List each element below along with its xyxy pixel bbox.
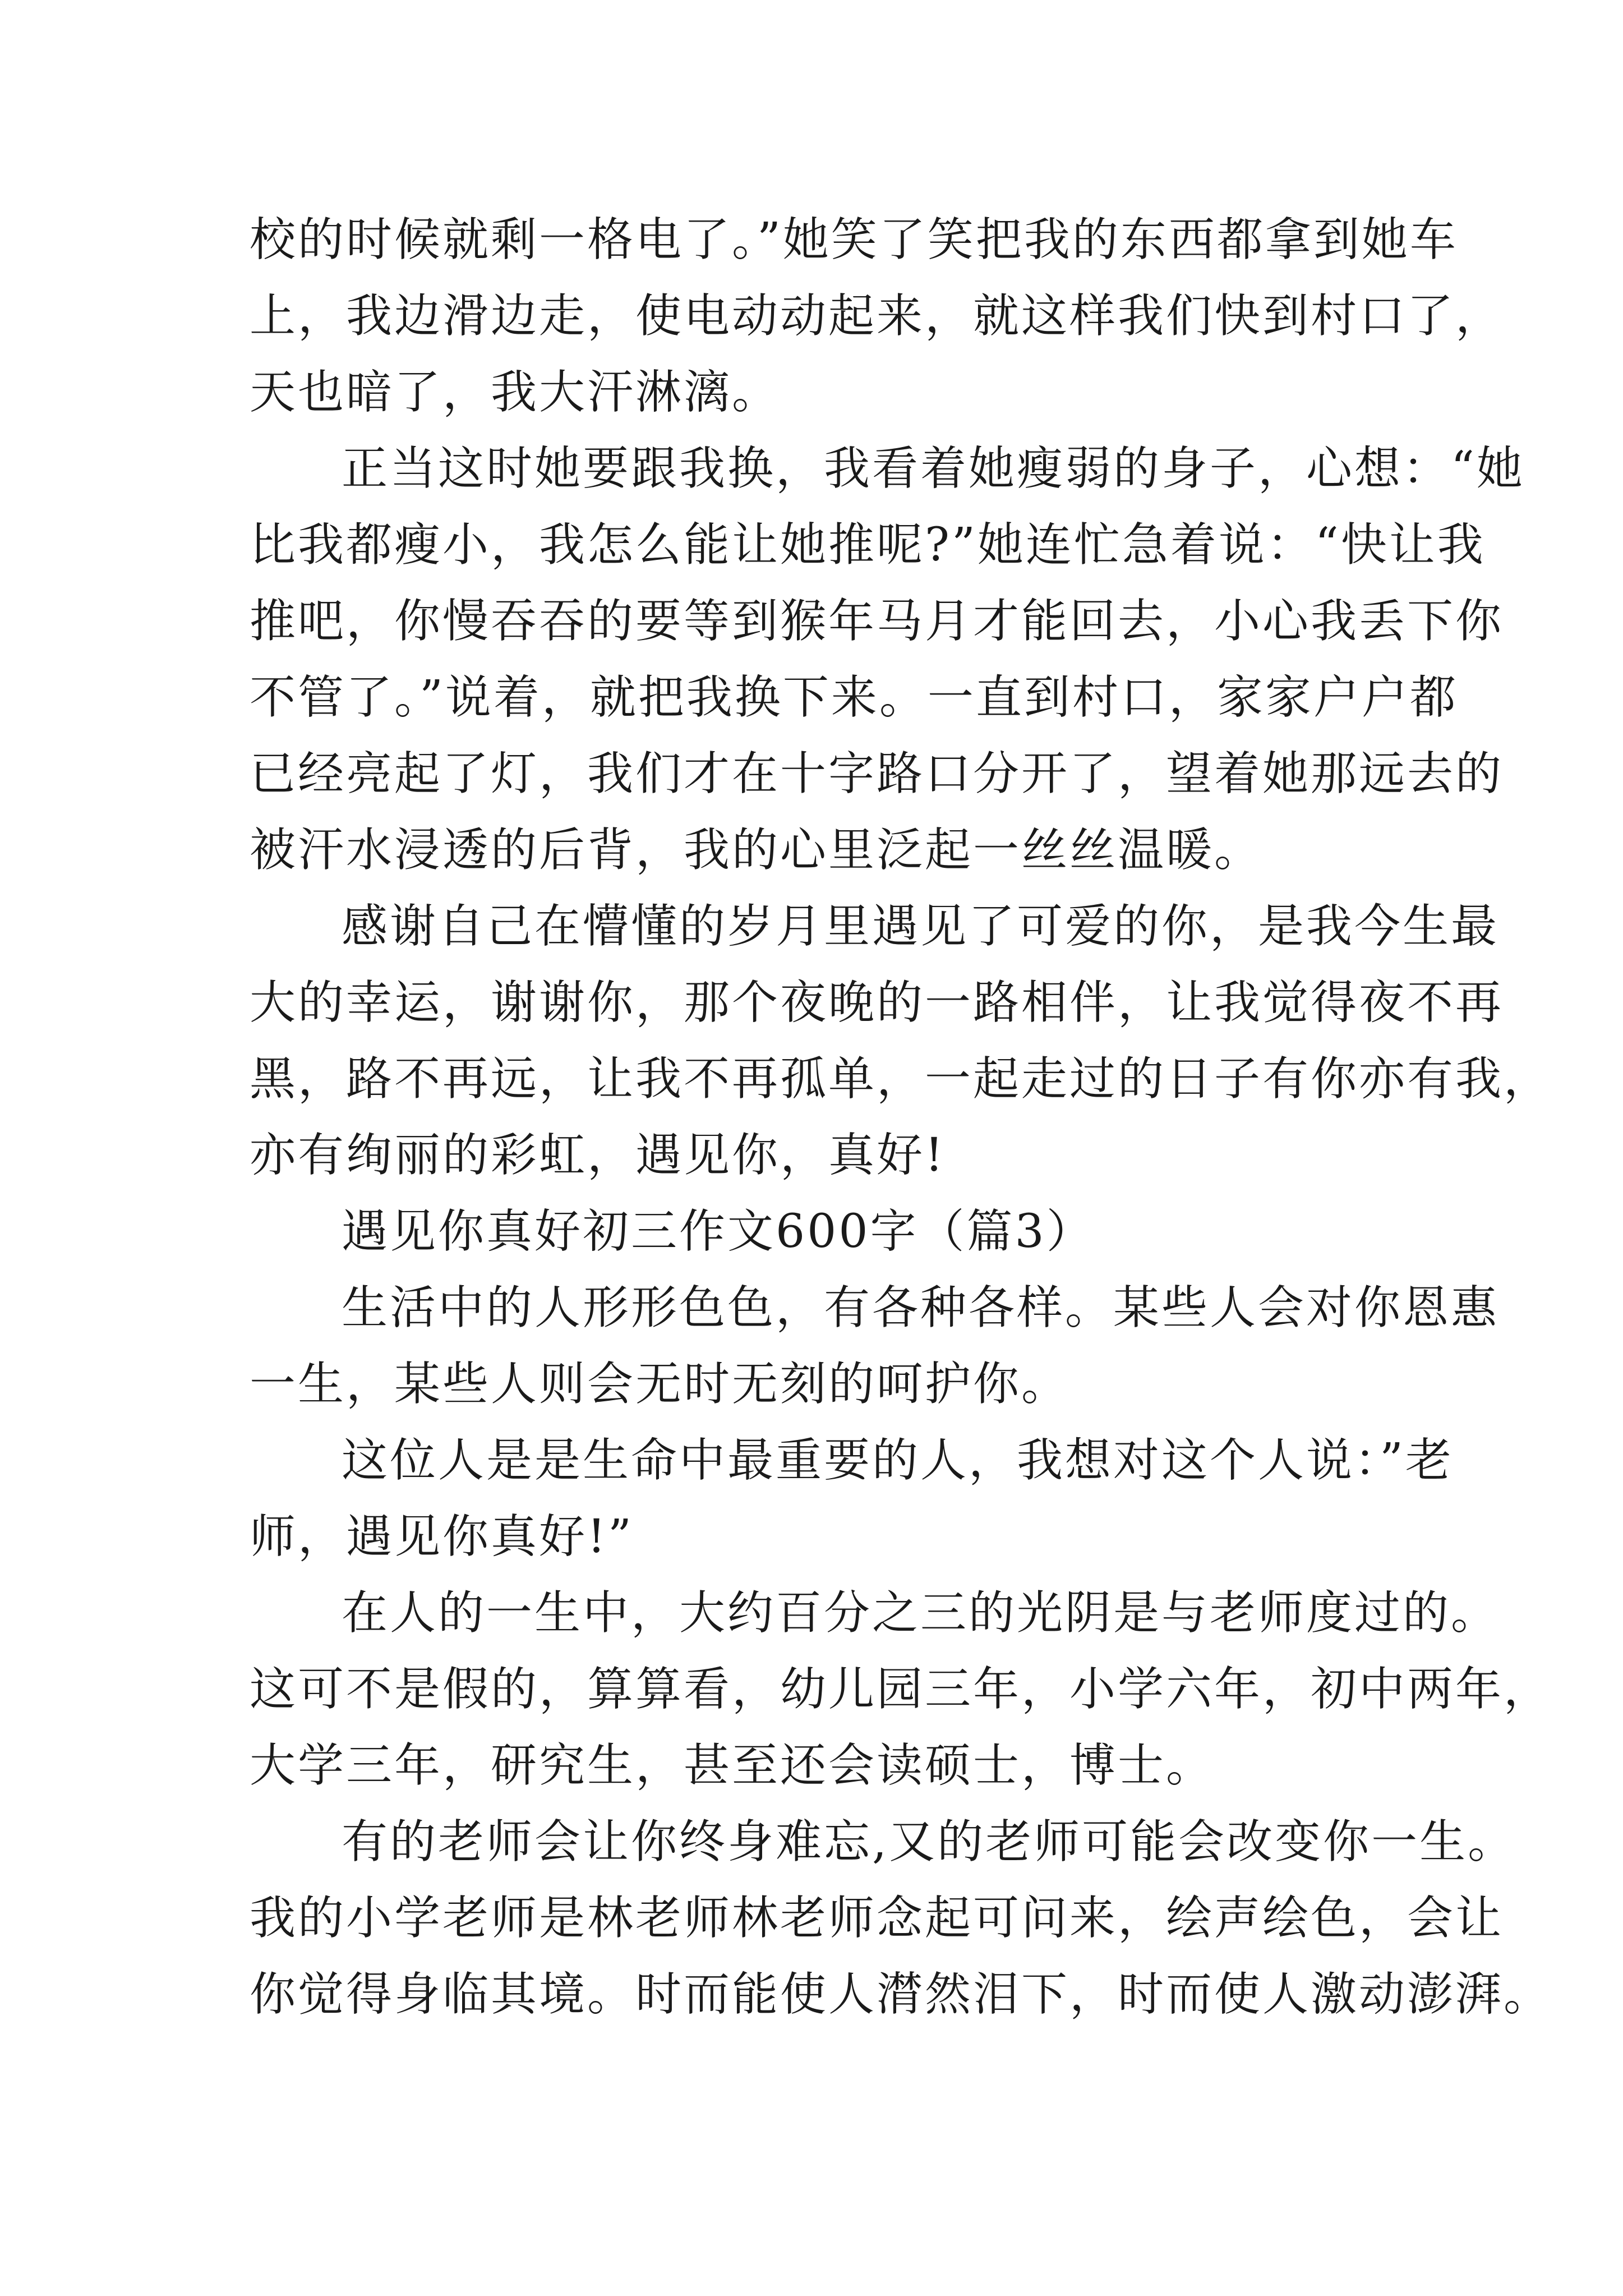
text-line: 被汗水浸透的后背，我的心里泛起一丝丝温暖。	[250, 823, 1263, 877]
paragraph-start-line: 感谢自己在懵懂的岁月里遇见了可爱的你，是我今生最	[342, 900, 1500, 953]
paragraph-start-line: 这位人是是生命中最重要的人，我想对这个人说：”老	[342, 1434, 1454, 1487]
text-line: 师，遇见你真好!”	[250, 1510, 634, 1563]
section-heading: 遇见你真好初三作文600字（篇3）	[342, 1205, 1095, 1258]
paragraph-start-line: 生活中的人形形色色，有各种各样。某些人会对你恩惠	[342, 1281, 1500, 1335]
text-line: 你觉得身临其境。时而能使人潸然泪下，时而使人激动澎湃。	[250, 1968, 1552, 2021]
paragraph-start-line: 正当这时她要跟我换，我看着她瘦弱的身子，心想：“她	[342, 442, 1525, 495]
text-line: 校的时候就剩一格电了。”她笑了笑把我的东西都拿到她车	[250, 213, 1458, 266]
text-line: 大学三年，研究生，甚至还会读硕士，博士。	[250, 1739, 1215, 1792]
document-body	[250, 202, 1552, 2033]
text-line: 黑，路不再远，让我不再孤单，一起走过的日子有你亦有我，	[250, 1052, 1552, 1106]
text-line: 一生，某些人则会无时无刻的呵护你。	[250, 1358, 1070, 1411]
text-line: 我的小学老师是林老师林老师念起可问来，绘声绘色，会让	[250, 1892, 1504, 1945]
text-line: 上，我边滑边走，使电动动起来，就这样我们快到村口了，	[250, 289, 1504, 343]
text-line: 推吧，你慢吞吞的要等到猴年马月才能回去，小心我丢下你	[250, 595, 1504, 648]
text-line: 比我都瘦小，我怎么能让她推呢?”她连忙急着说：“快让我	[250, 518, 1486, 572]
text-line: 天也暗了，我大汗淋漓。	[250, 366, 781, 419]
text-line: 这可不是假的，算算看，幼儿园三年，小学六年，初中两年，	[250, 1663, 1552, 1716]
text-line: 大的幸运，谢谢你，那个夜晚的一路相伴，让我觉得夜不再	[250, 976, 1504, 1029]
text-line: 不管了。”说着，就把我换下来。一直到村口，家家户户都	[250, 671, 1458, 724]
paragraph-start-line: 有的老师会让你终身难忘,又的老师可能会改变你一生。	[342, 1815, 1516, 1869]
text-line: 亦有绚丽的彩虹，遇见你，真好!	[250, 1129, 946, 1182]
text-line: 已经亮起了灯，我们才在十字路口分开了，望着她那远去的	[250, 747, 1504, 800]
paragraph-start-line: 在人的一生中，大约百分之三的光阴是与老师度过的。	[342, 1586, 1500, 1640]
